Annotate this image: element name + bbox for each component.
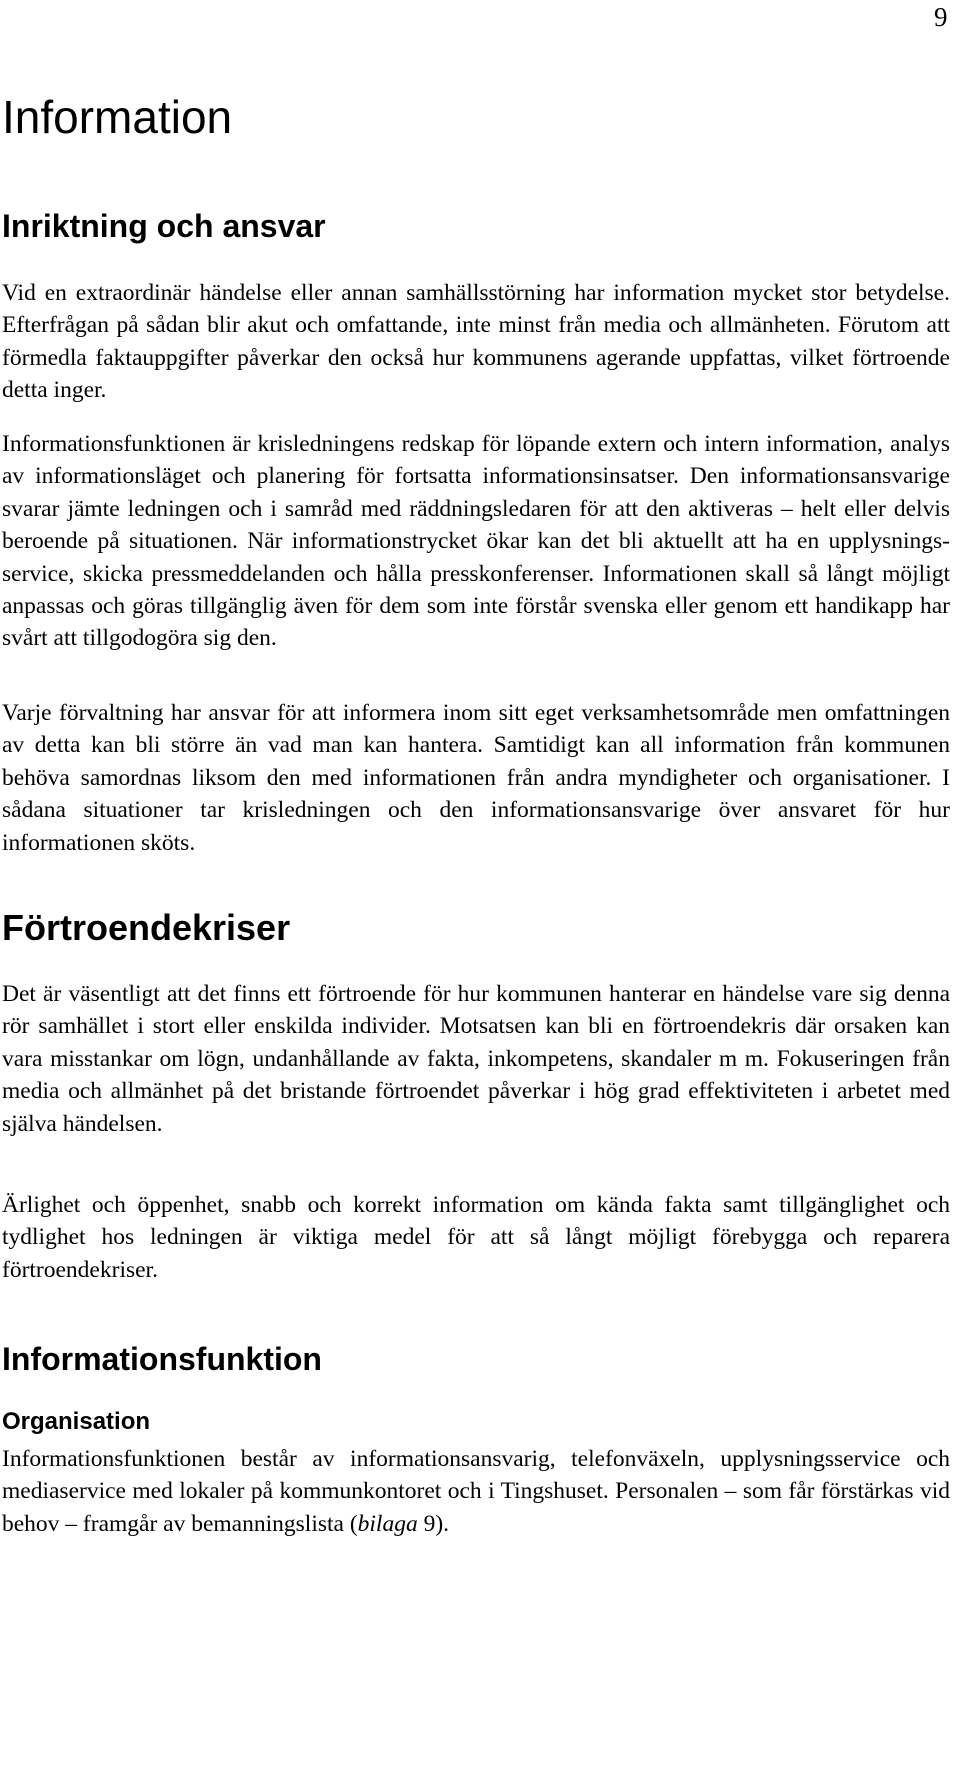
section-heading-informationsfunktion: Informationsfunktion (2, 1341, 322, 1377)
paragraph-italic-text: bilaga (357, 1510, 418, 1537)
paragraph: Vid en extraordinär händelse eller annan samhällsstörning har information mycket stor betydelse. Efterfrågan på sådan blir akut och omfattande, inte minst från media och allmänheten. Förutom att förmedla faktauppgifter påverkar den också hur kommunens agerande uppfattas, vilket förtroende detta inger. (2, 280, 950, 404)
page-number: 9 (934, 2, 948, 32)
section-heading-inriktning: Inriktning och ansvar (2, 208, 326, 244)
paragraph (2, 1443, 950, 1540)
paragraph: Informationsfunktionen är krisledningens redskap för löpande extern och intern information, analys av informationsläget och planering för fortsatta informationsinsatser. Den informationsansvarige svarar jämte ledningen och i samråd med räddningsledaren för att den aktiveras – helt eller delvis beroende på situationen. När informationstrycket ökar kan det bli aktuellt att ha en upplysningsservice, skicka pressmeddelanden och hålla presskonferenser. Informationen skall så långt möjligt anpassas och göras tillgänglig även för dem som inte förstår svenska eller genom ett handikapp har svårt att tillgodogöra sig den. (2, 431, 950, 652)
subheading-organisation: Organisation (2, 1408, 151, 1435)
paragraph-text-tail: 9). (417, 1510, 450, 1537)
page-title: Information (2, 91, 233, 143)
paragraph-text: Informationsfunktionen består av informationsansvarig, telefonväxeln, upplysningsservice och mediaservice med lokaler på kommunkontoret och i Tingshuset. Personalen – som får förstärkas vid behov – framgår av bemanningslista ( (2, 1446, 950, 1537)
paragraph: Varje förvaltning har ansvar för att informera inom sitt eget verksamhetsområde men omfattningen av detta kan bli större än vad man kan hantera. Samtidigt kan all information från kommunen behöva samordnas liksom den med informationen från andra myndigheter och organisationer. I sådana situationer tar krisledningen och den informationsansvarige över ansvaret för hur informationen sköts. (2, 700, 950, 856)
paragraph: Ärlighet och öppenhet, snabb och korrekt information om kända fakta samt tillgänglighet och tydlighet hos ledningen är viktiga medel för att så långt möjligt förebygga och reparera förtroendekriser. (2, 1192, 950, 1283)
paragraph: Det är väsentligt att det finns ett förtroende för hur kommunen hanterar en händelse vare sig denna rör samhället i stort eller enskilda individer. Motsatsen kan bli en förtroendekris där orsaken kan vara misstankar om lögn, undanhållande av fakta, inkompetens, skandaler m m. Fokuseringen från media och allmänhet på det bristande förtroendet påverkar i hög grad effektiviteten i arbetet med själva händelsen. (2, 981, 950, 1137)
section-heading-fortroendekriser: Förtroendekriser (2, 907, 291, 948)
